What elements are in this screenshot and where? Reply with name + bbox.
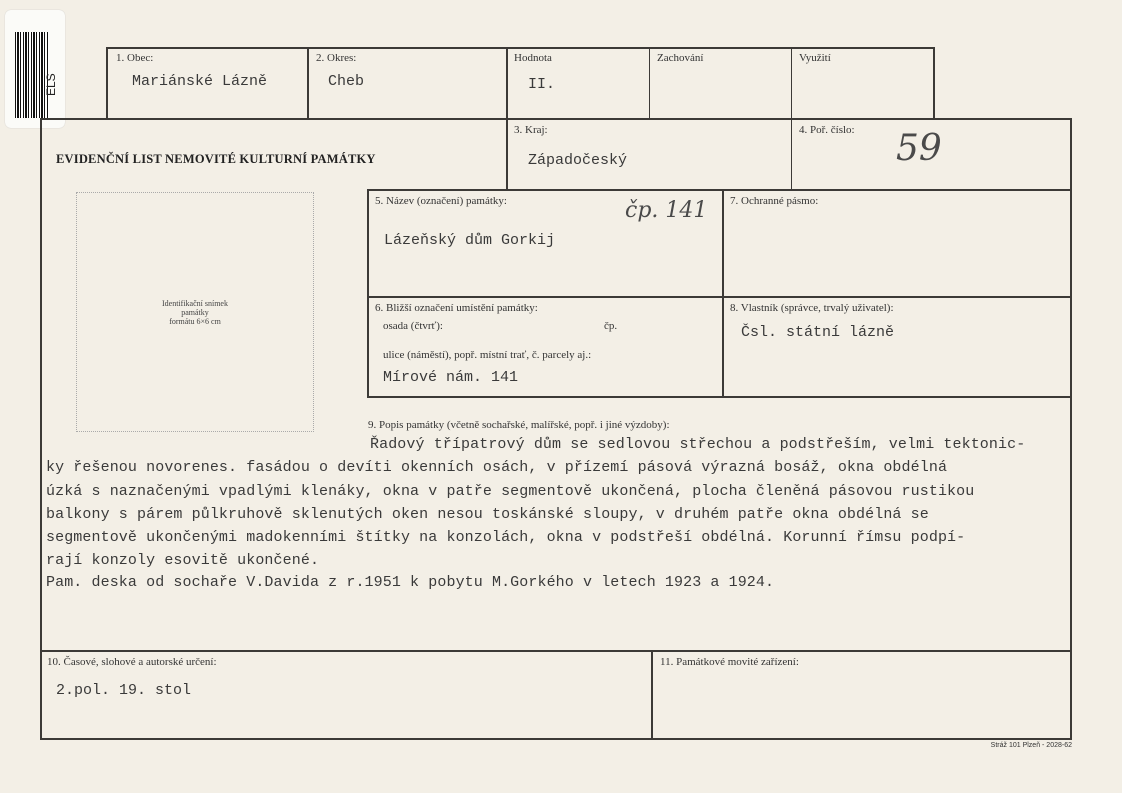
photo-text-line1: Identifikační snímek	[162, 299, 228, 308]
divider-left-fields	[367, 189, 369, 397]
header-top-line	[106, 47, 934, 49]
row-popis-bottom	[40, 650, 1072, 652]
row-nazev-bottom	[367, 296, 1072, 298]
popis-label: 9. Popis památky (včetně sochařské, malířské, popř. i jiné výzdoby):	[368, 419, 670, 431]
urceni-value: 2.pol. 19. stol	[56, 682, 192, 699]
obec-label: 1. Obec:	[116, 52, 154, 64]
obec-value: Mariánské Lázně	[132, 73, 268, 90]
movite-label: 11. Památkové movité zařízení:	[660, 656, 799, 668]
por-cislo-value: 59	[896, 128, 942, 169]
header-right-line	[933, 47, 935, 119]
por-cislo-label: 4. Poř. číslo:	[799, 124, 855, 136]
popis-line-7: Pam. deska od sochaře V.Davida z r.1951 k pobytu M.Gorkého v letech 1923 a 1924.	[46, 574, 775, 591]
okres-label: 2. Okres:	[316, 52, 357, 64]
okres-value: Cheb	[328, 73, 365, 90]
vlastnik-label: 8. Vlastník (správce, trvalý uživatel):	[730, 302, 894, 314]
popis-line-2: ky řešenou novorenes. fasádou o devíti okenních osách, v přízemí pásová výrazná bosáž, okna obdélná	[46, 459, 948, 476]
zachovani-label: Zachování	[657, 52, 704, 64]
divider-mid-fields	[722, 189, 724, 397]
sticker-code: ELS	[44, 73, 58, 96]
popis-line-3: úzká s naznačenými vpadlými klenáky, okna v patře segmentově ukončená, plocha členěná pásovou rustikou	[46, 483, 975, 500]
print-footer: Stráž 101 Plzeň - 2028-62	[990, 742, 1072, 749]
vyuziti-label: Využití	[799, 52, 831, 64]
barcode-sticker	[5, 10, 65, 128]
hodnota-label: Hodnota	[514, 52, 552, 64]
popis-line-1: Řadový třípatrový dům se sedlovou střechou a podstřeším, velmi tektonic-	[370, 436, 1026, 453]
popis-line-6: rají konzoly esovitě ukončené.	[46, 552, 320, 569]
header-left-line	[106, 47, 108, 119]
divider-obec-okres	[307, 47, 309, 119]
kraj-value: Západočeský	[528, 152, 628, 169]
photo-text-line2: památky	[181, 308, 209, 317]
ulice-label: ulice (náměstí), popř. místní trať, č. parcely aj.:	[383, 349, 592, 361]
row-umisteni-bottom	[367, 396, 1072, 398]
nazev-label: 5. Název (označení) památky:	[375, 195, 507, 207]
hodnota-value: II.	[528, 76, 556, 93]
nazev-hand-note: čp. 141	[625, 198, 708, 223]
divider-hodnota-zachovani	[649, 47, 650, 119]
frame-left-line	[40, 118, 42, 740]
vlastnik-value: Čsl. státní lázně	[741, 324, 895, 341]
photo-text-line3: formátu 6×6 cm	[169, 317, 221, 326]
frame-bottom-line	[40, 738, 1072, 740]
ulice-value: Mírové nám. 141	[383, 369, 519, 386]
divider-urceni-movite	[651, 650, 653, 740]
cp-label: čp.	[604, 320, 618, 332]
frame-top-line	[40, 118, 1072, 120]
nazev-value: Lázeňský dům Gorkij	[384, 232, 556, 249]
document-title: EVIDENČNÍ LIST NEMOVITÉ KULTURNÍ PAMÁTKY	[56, 152, 376, 166]
photo-placeholder	[76, 192, 314, 432]
popis-line-5: segmentově ukončenými madokenními štítky na konzolách, okna v podstřeší obdélná. Korunní římsu podpí-	[46, 529, 966, 546]
osada-label: osada (čtvrť):	[383, 320, 443, 332]
umisteni-label: 6. Bližší označení umístění památky:	[375, 302, 538, 314]
urceni-label: 10. Časové, slohové a autorské určení:	[47, 656, 217, 668]
frame-right-line	[1070, 118, 1072, 740]
kraj-label: 3. Kraj:	[514, 124, 548, 136]
row-kraj-bottom	[367, 189, 1072, 191]
ochranne-pasmo-label: 7. Ochranné pásmo:	[730, 195, 819, 207]
popis-line-4: balkony s párem půlkruhově sklenutých oken nesou toskánské sloupy, v druhém patře okna obdélná se	[46, 506, 929, 523]
